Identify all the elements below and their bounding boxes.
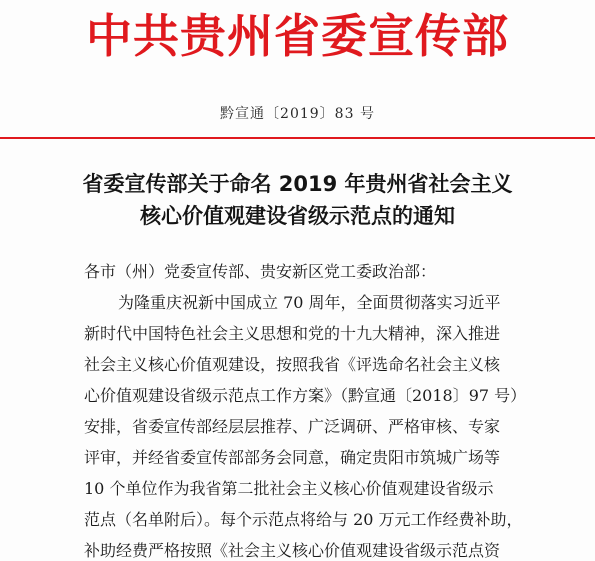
notice-title-line-2: 核心价值观建设省级示范点的通知 <box>140 204 455 228</box>
body-text-line: 新时代中国特色社会主义思想和党的十九大精神，深入推进 <box>84 324 501 343</box>
body-text-line: 10 个单位作为我省第二批社会主义核心价值观建设省级示 <box>84 479 494 498</box>
document-number: 黔宣通〔2019〕83 号 <box>220 106 375 122</box>
body-text-line: 为隆重庆祝新中国成立 70 周年，全面贯彻落实习近平 <box>118 293 501 312</box>
body-text-line: 心价值观建设省级示范点工作方案》（黔宣通〔2018〕97 号） <box>84 386 527 405</box>
addressee-line: 各市（州）党委宣传部、贵安新区党工委政治部： <box>84 262 437 281</box>
body-text-line: 评审，并经省委宣传部部务会同意，确定贵阳市筑城广场等 <box>84 448 501 467</box>
body-text-line: 社会主义核心价值观建设，按照我省《评选命名社会主义核 <box>84 355 501 374</box>
notice-title-line-1: 省委宣传部关于命名 2019 年贵州省社会主义 <box>82 172 513 196</box>
body-text-line: 安排，省委宣传部经层层推荐、广泛调研、严格审核、专家 <box>84 417 501 436</box>
body-text-line: 补助经费严格按照《社会主义核心价值观建设省级示范点资 <box>84 541 501 560</box>
org-header-title: 中共贵州省委宣传部 <box>86 9 509 63</box>
red-divider-line <box>0 137 595 139</box>
body-text-line: 范点（名单附后）。每个示范点将给与 20 万元工作经费补助， <box>84 510 523 529</box>
